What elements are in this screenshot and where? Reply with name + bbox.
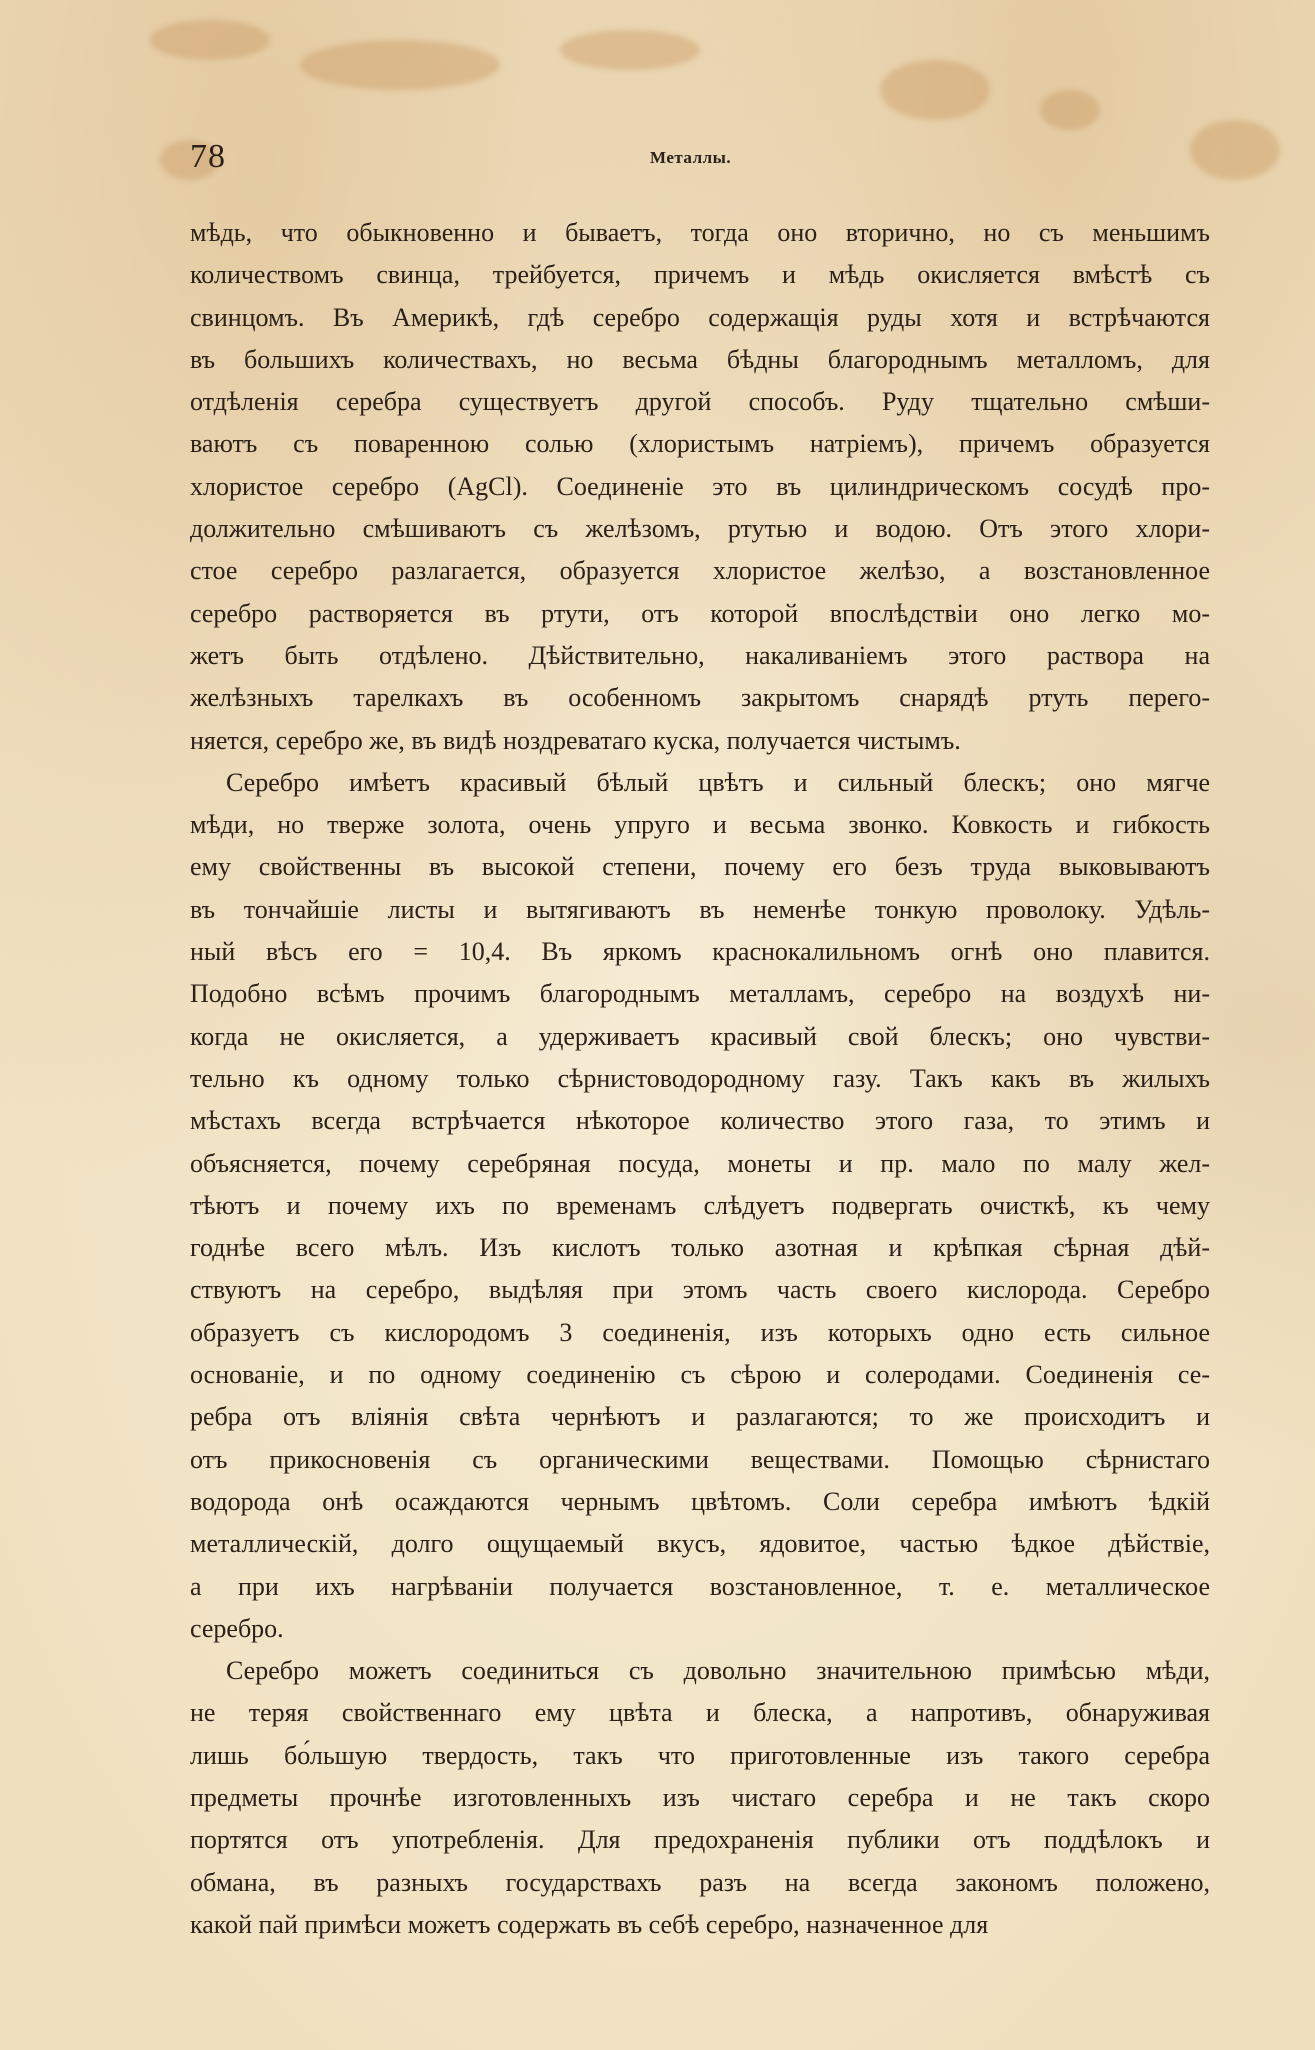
body-text bbox=[190, 212, 1210, 1946]
text-line: мѣди, но тверже золота, очень упруго и весьма звонко. Ковкость и гибкость bbox=[190, 810, 1210, 840]
foxing-stain bbox=[560, 30, 700, 70]
text-line: годнѣе всего мѣлъ. Изъ кислотъ только азотная и крѣпкая сѣрная дѣй- bbox=[190, 1233, 1210, 1263]
text-line: портятся отъ употребленія. Для предохраненія публики отъ поддѣлокъ и bbox=[190, 1825, 1210, 1855]
paragraph bbox=[190, 1650, 1210, 1946]
text-line: лишь бо́льшую твердость, такъ что приготовленные изъ такого серебра bbox=[190, 1740, 1210, 1770]
text-line: мѣстахъ всегда встрѣчается нѣкоторое количество этого газа, то этимъ и bbox=[190, 1106, 1210, 1136]
text-line: какой пай примѣси можетъ содержать въ себѣ серебро, назначенное для bbox=[190, 1909, 989, 1939]
text-line: металлическій, долго ощущаемый вкусъ, ядовитое, частью ѣдкое дѣйствіе, bbox=[190, 1529, 1210, 1559]
text-line: основаніе, и по одному соединенію съ сѣрою и солеродами. Соединенія се- bbox=[190, 1360, 1210, 1390]
paragraph bbox=[190, 762, 1210, 1650]
page-number: 78 bbox=[190, 138, 226, 175]
text-line: ваютъ съ поваренною солью (хлористымъ натріемъ), причемъ образуется bbox=[190, 429, 1210, 459]
text-line: образуетъ съ кислородомъ 3 соединенія, изъ которыхъ одно есть сильное bbox=[190, 1317, 1210, 1347]
text-line: тельно къ одному только сѣрнистоводородному газу. Такъ какъ въ жилыхъ bbox=[190, 1063, 1210, 1093]
text-line: ребра отъ вліянія свѣта чернѣютъ и разлагаются; то же происходитъ и bbox=[190, 1402, 1210, 1432]
text-line: серебро растворяется въ ртути, отъ которой впослѣдствіи оно легко мо- bbox=[190, 598, 1210, 628]
text-line: а при ихъ нагрѣваніи получается возстановленное, т. е. металлическое bbox=[190, 1571, 1210, 1601]
text-line: тѣютъ и почему ихъ по временамъ слѣдуетъ подвергать очисткѣ, къ чему bbox=[190, 1190, 1210, 1220]
text-line: желѣзныхъ тарелкахъ въ особенномъ закрытомъ снарядѣ ртуть перего- bbox=[190, 683, 1210, 713]
text-line: стое серебро разлагается, образуется хлористое желѣзо, а возстановленное bbox=[190, 556, 1210, 586]
text-line: серебро. bbox=[190, 1613, 284, 1643]
text-line: объясняется, почему серебряная посуда, монеты и пр. мало по малу жел- bbox=[190, 1148, 1210, 1178]
text-line: обмана, въ разныхъ государствахъ разъ на всегда закономъ положено, bbox=[190, 1867, 1210, 1897]
text-line: отъ прикосновенія съ органическими веществами. Помощью сѣрнистаго bbox=[190, 1444, 1210, 1474]
paragraph bbox=[190, 212, 1210, 762]
text-line: хлористое серебро (AgCl). Соединеніе это въ цилиндрическомъ сосудѣ про- bbox=[190, 471, 1210, 501]
text-line: ему свойственны въ высокой степени, почему его безъ труда выковываютъ bbox=[190, 852, 1210, 882]
text-line: жетъ быть отдѣлено. Дѣйствительно, накаливаніемъ этого раствора на bbox=[190, 640, 1210, 670]
foxing-stain bbox=[300, 40, 500, 90]
text-line: предметы прочнѣе изготовленныхъ изъ чистаго серебра и не такъ скоро bbox=[190, 1782, 1210, 1812]
running-title: Металлы. bbox=[650, 148, 732, 167]
page-header bbox=[190, 138, 1210, 178]
text-line: въ тончайшіе листы и вытягиваютъ въ неменѣе тонкую проволоку. Удѣль- bbox=[190, 894, 1210, 924]
text-line: отдѣленія серебра существуетъ другой способъ. Руду тщательно смѣши- bbox=[190, 387, 1210, 417]
text-line: ствуютъ на серебро, выдѣляя при этомъ часть своего кислорода. Серебро bbox=[190, 1275, 1210, 1305]
text-line: няется, серебро же, въ видѣ ноздреватаго куска, получается чистымъ. bbox=[190, 725, 961, 755]
foxing-stain bbox=[880, 60, 990, 120]
text-line: количествомъ свинца, трейбуется, причемъ и мѣдь окисляется вмѣстѣ съ bbox=[190, 260, 1210, 290]
foxing-stain bbox=[150, 20, 270, 60]
text-line: не теряя свойственнаго ему цвѣта и блеска, а напротивъ, обнаруживая bbox=[190, 1698, 1210, 1728]
text-line: водорода онѣ осаждаются чернымъ цвѣтомъ. Соли серебра имѣютъ ѣдкій bbox=[190, 1486, 1210, 1516]
text-line: ный вѣсъ его = 10,4. Въ яркомъ краснокалильномъ огнѣ оно плавится. bbox=[190, 937, 1210, 967]
text-line: когда не окисляется, а удерживаетъ красивый свой блескъ; оно чувстви- bbox=[190, 1021, 1210, 1051]
text-line: Подобно всѣмъ прочимъ благороднымъ металламъ, серебро на воздухѣ ни- bbox=[190, 979, 1210, 1009]
text-line: должительно смѣшиваютъ съ желѣзомъ, ртутью и водою. Отъ этого хлори- bbox=[190, 514, 1210, 544]
text-line: свинцомъ. Въ Америкѣ, гдѣ серебро содержащія руды хотя и встрѣчаются bbox=[190, 302, 1210, 332]
text-line: мѣдь, что обыкновенно и бываетъ, тогда оно вторично, но съ меньшимъ bbox=[190, 218, 1210, 247]
foxing-stain bbox=[1040, 90, 1100, 130]
text-line: въ большихъ количествахъ, но весьма бѣдны благороднымъ металломъ, для bbox=[190, 344, 1210, 374]
text-line: Серебро имѣетъ красивый бѣлый цвѣтъ и сильный блескъ; оно мягче bbox=[226, 767, 1210, 797]
text-line: Серебро можетъ соединиться съ довольно значительною примѣсью мѣди, bbox=[226, 1656, 1210, 1686]
